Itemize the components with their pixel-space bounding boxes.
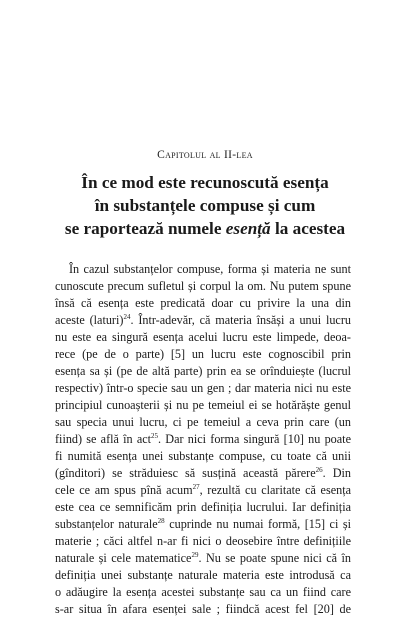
body-line — [55, 465, 351, 482]
title-line-3-end: la acestea — [270, 219, 346, 238]
body-line-text: fi numită esența unei substanțe compuse, cu toate că unii — [55, 449, 351, 463]
body-line-text: cunoscute precum sufletul și corpul la om. Nu putem spune — [55, 279, 351, 293]
body-line-text: substanțelor naturale — [55, 517, 158, 531]
footnote-marker: 26 — [315, 466, 323, 474]
body-line-text: materie ; căci altfel n-ar fi nici o deosebire între definițiile — [55, 534, 351, 548]
body-line-text: cele ce am spus pînă acum — [55, 483, 193, 497]
body-line-text: este cea ce semnificăm prin definiția lucrului. Iar definiția — [55, 500, 351, 514]
body-line-text-after: cuprinde nu numai formă, [15] ci și — [164, 517, 351, 531]
body-line — [55, 567, 351, 584]
body-line-text-after: . Dar nici forma singură [10] nu poate — [158, 432, 351, 446]
body-line-text: rece (pe de o parte) [5] un lucru este cognoscibil prin — [55, 347, 351, 361]
body-line — [55, 448, 351, 465]
body-line-text-after: . Din — [322, 466, 351, 480]
body-line — [55, 431, 351, 448]
footnote-marker: 29 — [191, 551, 199, 559]
body-line-text: nu este ea singură esența acelui lucru este limpede, deoa- — [55, 330, 351, 344]
body-line — [55, 601, 351, 618]
body-line — [55, 329, 351, 346]
chapter-title — [20, 171, 390, 240]
body-line-text: sau specia unui lucru, ci pe temeiul a ceva prin care (un — [55, 415, 351, 429]
body-line-text: însă că esența este predicată doar cu privire la una din — [55, 296, 351, 310]
body-line-text: principiul cunoașterii și nu pe temeiul ei se hotărăște genul — [55, 398, 351, 412]
body-line — [55, 397, 351, 414]
title-line-2: în substanțele compuse și cum — [94, 196, 316, 215]
body-line-text: o adăugire la esența acestei substanțe sau ca un fiind care — [55, 585, 351, 599]
body-line-text: naturale și cele matematice — [55, 551, 192, 565]
body-line — [55, 414, 351, 431]
body-line-text: aceste (laturi) — [55, 313, 124, 327]
body-line — [55, 278, 351, 295]
body-text — [55, 261, 351, 618]
body-line-text: fiind) se află în act — [55, 432, 152, 446]
chapter-label: Capitolul al II-lea — [157, 149, 253, 161]
footnote-marker: 28 — [157, 517, 165, 525]
title-line-3 — [20, 217, 390, 240]
body-line-text: (gînditori) se străduiesc să susțină această părere — [55, 466, 316, 480]
body-line-text-after: . Nu se poate spune nici că în — [198, 551, 352, 565]
body-line — [55, 312, 351, 329]
body-line-text-after: . Într-adevăr, că materia însăși a unui lucru — [130, 313, 351, 327]
body-line — [55, 516, 351, 533]
body-line — [55, 499, 351, 516]
title-emphasis: esență — [225, 219, 271, 238]
body-line — [55, 482, 351, 499]
title-line-1: În ce mod este recunoscută esența — [81, 173, 329, 192]
body-line-text: respectiv) într-o specie sau un gen ; dar materia nici nu este — [55, 381, 351, 395]
body-line — [55, 346, 351, 363]
body-line — [55, 261, 351, 278]
body-line — [55, 533, 351, 550]
body-line — [55, 380, 351, 397]
body-line-text: definiția unei substanțe naturale materia este introdusă ca — [55, 568, 351, 582]
body-line — [55, 295, 351, 312]
title-line-3-start: se raportează numele — [64, 219, 226, 238]
footnote-marker: 25 — [151, 432, 159, 440]
body-line-text-after: , rezultă cu claritate că esența — [199, 483, 351, 497]
body-line-text: În cazul substanțelor compuse, forma și materia ne sunt — [69, 262, 351, 276]
body-line-text: esența sa și (pe de altă parte) prin ea se orînduiește (lucrul — [55, 364, 351, 378]
body-line-text: s-ar situa în afara esenței sale ; fiindcă acest fel [20] de — [55, 602, 351, 616]
footnote-marker: 24 — [123, 313, 131, 321]
footnote-marker: 27 — [192, 483, 200, 491]
body-line — [55, 550, 351, 567]
body-line — [55, 584, 351, 601]
body-line — [55, 363, 351, 380]
